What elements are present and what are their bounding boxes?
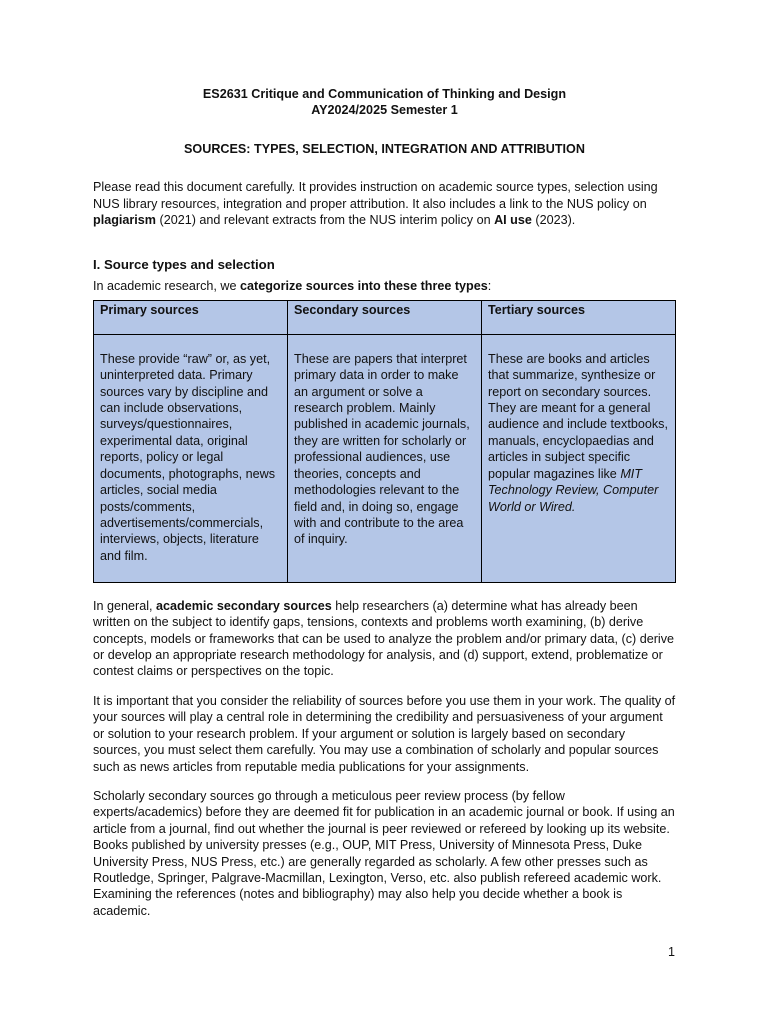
- table-header-row: [94, 300, 676, 334]
- intro-paragraph: [93, 179, 676, 228]
- source-types-table: [93, 300, 676, 583]
- cell-secondary: These are papers that interpret primary data in order to make an argument or solve a research problem. Mainly published in academic journals, they are written for scholarly or professional audiences, use theories, concepts and methodologies relevant to the field and, in doing so, engage with and contribute to the area of inquiry.: [288, 334, 482, 582]
- para1-bold: academic secondary sources: [156, 598, 332, 613]
- tertiary-italic: MIT Technology Review, Computer World or Wired.: [488, 466, 659, 514]
- lead-text: In academic research, we: [93, 279, 240, 294]
- intro-bold-plagiarism: plagiarism: [93, 213, 156, 228]
- page-number: 1: [667, 945, 675, 959]
- lead-end: :: [487, 279, 492, 294]
- lead-bold: categorize sources into these three types: [240, 279, 488, 294]
- header-tertiary: Tertiary sources: [482, 300, 676, 334]
- intro-text-1: Please read this document carefully. It provides instruction on academic source types, selection using NUS library resources, integration and proper attribution. It also includes a link to the NUS policy on: [93, 180, 658, 211]
- para1-post: help researchers (a) determine what has already been written on the subject to identify gaps, tensions, contexts and problems worth examining, (b) derive concepts, models or frameworks that can be used to analyze the problem and/or primary data, (c) derive or develop an appropriate research methodology for analysis, and (d) support, extend, problematize or contest claims or perspectives on the topic.: [93, 598, 674, 679]
- header-primary: Primary sources: [94, 300, 288, 334]
- course-title: ES2631 Critique and Communication of Thinking and Design: [202, 87, 567, 101]
- header-secondary: Secondary sources: [288, 300, 482, 334]
- paragraph-scholarly: Scholarly secondary sources go through a meticulous peer review process (by fellow experts/academics) before they are deemed fit for publication in an academic journal or book. If using an article from a journal, find out whether the journal is peer reviewed or refereed by looking up its website. Books published by university presses (e.g., OUP, MIT Press, University of Minnesota Press, Duke University Press, NUS Press, etc.) are generally regarded as scholarly. A few other presses such as Routledge, Springer, Palgrave-Macmillan, Lexington, Verso, etc. also publish refereed academic work. Examining the references (notes and bibliography) may also help you decide whether a book is academic.: [93, 788, 675, 918]
- paragraph-secondary-sources: [93, 598, 676, 680]
- intro-text-2: (2021) and relevant extracts from the NUS interim policy on: [156, 213, 495, 228]
- section-heading: I. Source types and selection: [93, 257, 275, 273]
- intro-bold-ai-use: AI use: [494, 213, 532, 228]
- tertiary-text: These are books and articles that summarize, synthesize or report on secondary sources. They are meant for a general audience and include textbooks, manuals, encyclopaedias and articles in subject specific popular magazines like: [488, 351, 668, 481]
- cell-tertiary: [482, 334, 676, 582]
- table-row: [94, 334, 676, 582]
- document-title: SOURCES: TYPES, SELECTION, INTEGRATION AND ATTRIBUTION: [184, 141, 585, 156]
- semester-line: AY2024/2025 Semester 1: [311, 103, 458, 118]
- cell-primary: These provide “raw” or, as yet, uninterpreted data. Primary sources vary by discipline and can include observations, surveys/questionnaires, experimental data, original reports, policy or legal documents, photographs, news articles, social media posts/comments, advertisements/commercials, interviews, objects, literature and film.: [94, 334, 288, 582]
- intro-text-3: (2023).: [531, 213, 576, 228]
- section-lead: [93, 278, 676, 294]
- paragraph-reliability: It is important that you consider the reliability of sources before you use them in your work. The quality of your sources will play a central role in determining the credibility and persuasiveness of your argument or solution to your research problem. If your argument or solution is largely based on secondary sources, you must select them carefully. You may use a combination of scholarly and popular sources such as news articles from reputable media publications for your assignments.: [93, 693, 676, 774]
- para1-pre: In general,: [93, 598, 157, 613]
